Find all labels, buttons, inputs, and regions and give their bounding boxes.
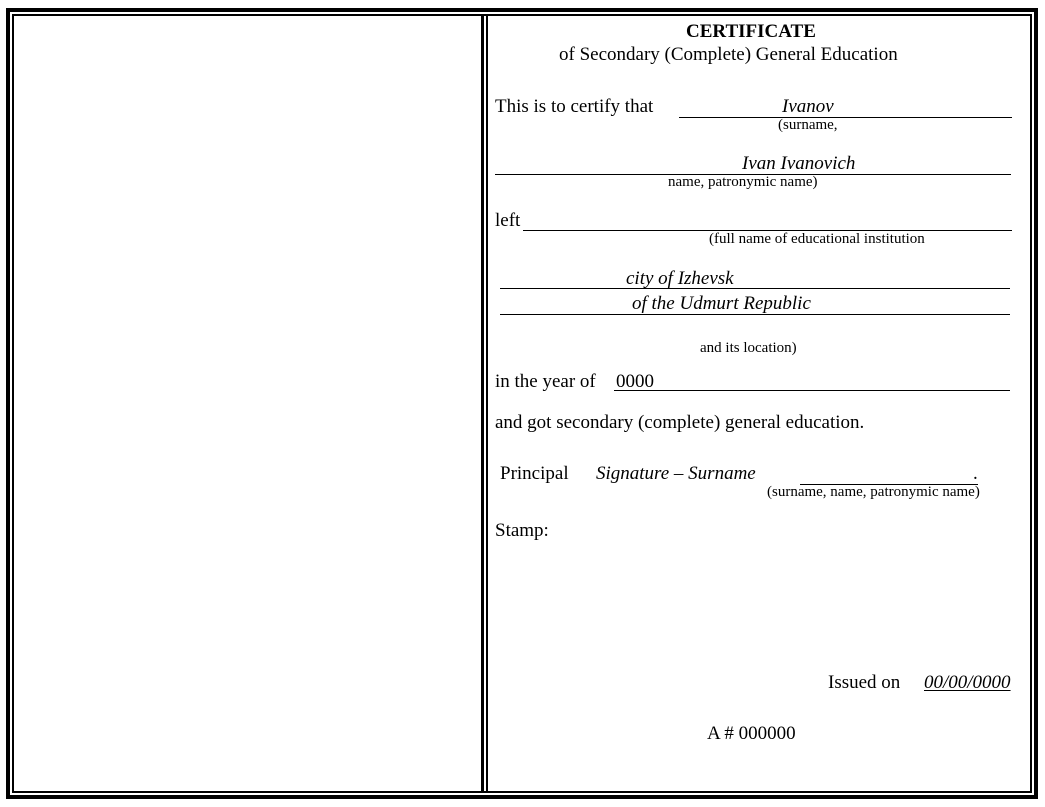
year-value: 0000 [616,371,654,392]
left-label: left [495,210,521,231]
principal-signature: Signature – Surname [596,463,756,484]
certify-label: This is to certify that [495,96,654,117]
location-caption: and its location) [700,340,797,356]
location-republic: of the Udmurt Republic [632,293,811,314]
location-city: city of Izhevsk [626,268,734,289]
principal-caption: (surname, name, patronymic name) [767,484,980,500]
institution-caption: (full name of educational institution [709,231,925,247]
surname-line [679,117,1012,118]
issued-date: 00/00/0000 [924,672,1011,693]
principal-end: . [973,463,978,484]
name-value: Ivan Ivanovich [742,153,856,174]
surname-value: Ivanov [782,96,834,117]
year-line [614,390,1010,391]
stamp-label: Stamp: [495,520,549,541]
principal-label: Principal [500,463,569,484]
location-line-2 [500,314,1010,315]
page-divider-inner [486,14,488,793]
certificate-number: A # 000000 [707,723,796,744]
education-statement: and got secondary (complete) general education. [495,412,865,433]
year-label: in the year of [495,371,596,392]
certificate-subtitle: of Secondary (Complete) General Education [559,44,898,65]
name-caption: name, patronymic name) [668,174,818,190]
issued-label: Issued on [828,672,901,693]
surname-caption: (surname, [778,117,838,133]
certificate-title: CERTIFICATE [686,21,816,42]
location-line-1 [500,288,1010,289]
page-divider [481,14,484,793]
